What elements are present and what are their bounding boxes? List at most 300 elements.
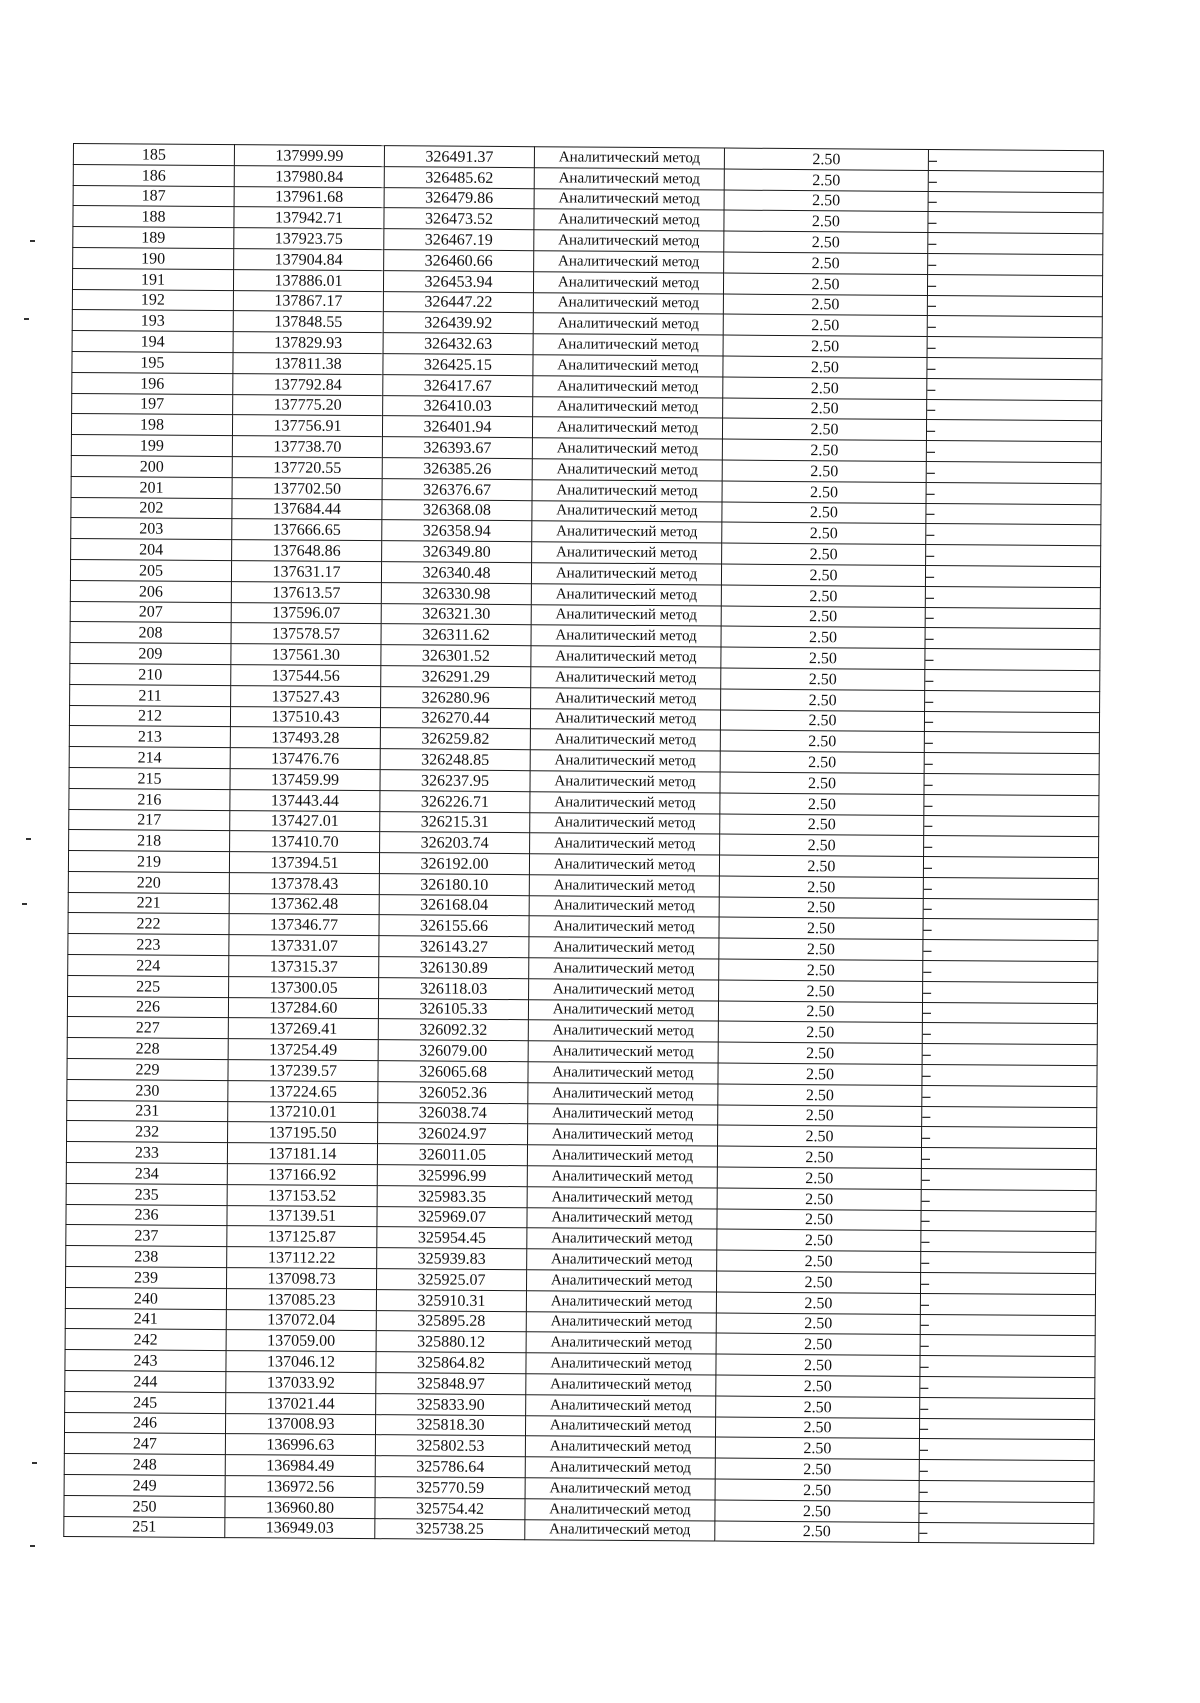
x-coordinate-cell: 136984.49	[225, 1455, 375, 1477]
method-cell: Аналитический метод	[532, 542, 722, 564]
note-cell: –	[923, 898, 1098, 920]
x-coordinate-cell: 137331.07	[229, 935, 379, 957]
method-cell: Аналитический метод	[531, 563, 721, 585]
x-coordinate-cell: 137702.50	[232, 477, 382, 499]
method-cell: Аналитический метод	[527, 1249, 717, 1271]
y-coordinate-cell: 325770.59	[375, 1477, 525, 1499]
point-number-cell: 232	[67, 1121, 228, 1143]
method-cell: Аналитический метод	[525, 1519, 715, 1541]
point-number-cell: 211	[70, 684, 231, 706]
point-number-cell: 228	[67, 1038, 228, 1060]
y-coordinate-cell: 325895.28	[376, 1310, 526, 1332]
accuracy-cell: 2.50	[717, 1209, 921, 1231]
x-coordinate-cell: 137720.55	[232, 457, 382, 479]
note-cell: –	[925, 607, 1100, 629]
point-number-cell: 187	[73, 185, 234, 207]
x-coordinate-cell: 137544.56	[231, 665, 381, 687]
note-cell: –	[923, 857, 1098, 879]
method-cell: Аналитический метод	[527, 1228, 717, 1250]
point-number-cell: 194	[72, 331, 233, 353]
y-coordinate-cell: 325954.45	[377, 1227, 527, 1249]
y-coordinate-cell: 326011.05	[377, 1144, 527, 1166]
accuracy-cell: 2.50	[719, 897, 923, 919]
x-coordinate-cell: 136949.03	[225, 1517, 375, 1539]
x-coordinate-cell: 137410.70	[230, 831, 380, 853]
note-cell: –	[927, 337, 1102, 359]
accuracy-cell: 2.50	[722, 460, 926, 482]
method-cell: Аналитический метод	[531, 583, 721, 605]
point-number-cell: 190	[73, 247, 234, 269]
y-coordinate-cell: 326215.31	[380, 811, 530, 833]
note-cell: –	[926, 545, 1101, 567]
accuracy-cell: 2.50	[718, 1021, 922, 1043]
accuracy-cell: 2.50	[715, 1458, 919, 1480]
method-cell: Аналитический метод	[525, 1415, 715, 1437]
x-coordinate-cell: 136972.56	[225, 1476, 375, 1498]
method-cell: Аналитический метод	[527, 1207, 717, 1229]
y-coordinate-cell: 326301.52	[381, 645, 531, 667]
y-coordinate-cell: 326192.00	[379, 853, 529, 875]
y-coordinate-cell: 325802.53	[375, 1435, 525, 1457]
x-coordinate-cell: 137829.93	[233, 332, 383, 354]
x-coordinate-cell: 137021.44	[226, 1392, 376, 1414]
point-number-cell: 233	[66, 1142, 227, 1164]
y-coordinate-cell: 325754.42	[375, 1497, 525, 1519]
accuracy-cell: 2.50	[721, 626, 925, 648]
point-number-cell: 246	[64, 1412, 225, 1434]
accuracy-cell: 2.50	[721, 585, 925, 607]
note-cell: –	[919, 1501, 1094, 1523]
x-coordinate-cell: 137561.30	[231, 644, 381, 666]
accuracy-cell: 2.50	[720, 751, 924, 773]
note-cell: –	[919, 1480, 1094, 1502]
x-coordinate-cell: 137300.05	[229, 976, 379, 998]
method-cell: Аналитический метод	[526, 1353, 716, 1375]
x-coordinate-cell: 137980.84	[234, 165, 384, 187]
y-coordinate-cell: 325983.35	[377, 1185, 527, 1207]
x-coordinate-cell: 137476.76	[230, 748, 380, 770]
note-cell: –	[925, 669, 1100, 691]
y-coordinate-cell: 326358.94	[382, 520, 532, 542]
point-number-cell: 213	[69, 726, 230, 748]
accuracy-cell: 2.50	[724, 252, 928, 274]
y-coordinate-cell: 326432.63	[383, 333, 533, 355]
note-cell: –	[920, 1335, 1095, 1357]
point-number-cell: 197	[72, 393, 233, 415]
y-coordinate-cell: 325910.31	[376, 1289, 526, 1311]
y-coordinate-cell: 325925.07	[377, 1269, 527, 1291]
x-coordinate-cell: 137775.20	[233, 394, 383, 416]
accuracy-cell: 2.50	[722, 439, 926, 461]
y-coordinate-cell: 326079.00	[378, 1040, 528, 1062]
accuracy-cell: 2.50	[717, 1250, 921, 1272]
accuracy-cell: 2.50	[723, 377, 927, 399]
x-coordinate-cell: 137648.86	[232, 540, 382, 562]
method-cell: Аналитический метод	[530, 833, 720, 855]
scan-speck	[24, 318, 29, 320]
x-coordinate-cell: 137346.77	[229, 914, 379, 936]
method-cell: Аналитический метод	[532, 500, 722, 522]
y-coordinate-cell: 326460.66	[384, 250, 534, 272]
x-coordinate-cell: 137942.71	[234, 207, 384, 229]
note-cell: –	[925, 565, 1100, 587]
note-cell: –	[923, 877, 1098, 899]
note-cell: –	[922, 1044, 1097, 1066]
point-number-cell: 210	[70, 663, 231, 685]
accuracy-cell: 2.50	[716, 1354, 920, 1376]
point-number-cell: 195	[72, 351, 233, 373]
x-coordinate-cell: 137886.01	[233, 269, 383, 291]
method-cell: Аналитический метод	[529, 937, 719, 959]
x-coordinate-cell: 137613.57	[231, 581, 381, 603]
accuracy-cell: 2.50	[723, 294, 927, 316]
y-coordinate-cell: 326330.98	[381, 582, 531, 604]
note-cell: –	[927, 295, 1102, 317]
x-coordinate-cell: 137867.17	[233, 290, 383, 312]
method-cell: Аналитический метод	[526, 1311, 716, 1333]
point-number-cell: 208	[70, 622, 231, 644]
y-coordinate-cell: 325939.83	[377, 1248, 527, 1270]
note-cell: –	[924, 773, 1099, 795]
x-coordinate-cell: 137125.87	[227, 1226, 377, 1248]
accuracy-cell: 2.50	[720, 710, 924, 732]
note-cell: –	[922, 1002, 1097, 1024]
accuracy-cell: 2.50	[720, 793, 924, 815]
method-cell: Аналитический метод	[533, 355, 723, 377]
note-cell: –	[924, 753, 1099, 775]
note-cell: –	[928, 212, 1103, 234]
method-cell: Аналитический метод	[531, 625, 721, 647]
x-coordinate-cell: 137098.73	[227, 1268, 377, 1290]
note-cell: –	[925, 649, 1100, 671]
method-cell: Аналитический метод	[529, 958, 719, 980]
x-coordinate-cell: 137112.22	[227, 1247, 377, 1269]
method-cell: Аналитический метод	[525, 1498, 715, 1520]
y-coordinate-cell: 326052.36	[378, 1082, 528, 1104]
method-cell: Аналитический метод	[533, 313, 723, 335]
y-coordinate-cell: 326105.33	[378, 998, 528, 1020]
x-coordinate-cell: 137072.04	[226, 1309, 376, 1331]
x-coordinate-cell: 137848.55	[233, 311, 383, 333]
point-number-cell: 222	[68, 913, 229, 935]
accuracy-cell: 2.50	[719, 959, 923, 981]
point-number-cell: 215	[69, 767, 230, 789]
method-cell: Аналитический метод	[530, 750, 720, 772]
coordinates-table-body	[64, 144, 1104, 1545]
accuracy-cell: 2.50	[722, 543, 926, 565]
y-coordinate-cell: 326368.08	[382, 499, 532, 521]
accuracy-cell: 2.50	[719, 918, 923, 940]
note-cell: –	[923, 919, 1098, 941]
point-number-cell: 206	[70, 580, 231, 602]
point-number-cell: 189	[73, 227, 234, 249]
note-cell: –	[928, 170, 1103, 192]
method-cell: Аналитический метод	[530, 791, 720, 813]
point-number-cell: 217	[69, 809, 230, 831]
x-coordinate-cell: 137666.65	[232, 519, 382, 541]
y-coordinate-cell: 326024.97	[378, 1123, 528, 1145]
y-coordinate-cell: 325818.30	[375, 1414, 525, 1436]
method-cell: Аналитический метод	[532, 521, 722, 543]
note-cell: –	[921, 1231, 1096, 1253]
note-cell: –	[926, 503, 1101, 525]
y-coordinate-cell: 325848.97	[376, 1373, 526, 1395]
point-number-cell: 244	[65, 1370, 226, 1392]
point-number-cell: 198	[71, 414, 232, 436]
x-coordinate-cell: 137493.28	[230, 727, 380, 749]
y-coordinate-cell: 325969.07	[377, 1206, 527, 1228]
x-coordinate-cell: 137254.49	[228, 1039, 378, 1061]
method-cell: Аналитический метод	[528, 1041, 718, 1063]
point-number-cell: 212	[69, 705, 230, 727]
y-coordinate-cell: 326092.32	[378, 1019, 528, 1041]
method-cell: Аналитический метод	[528, 1083, 718, 1105]
point-number-cell: 186	[73, 164, 234, 186]
method-cell: Аналитический метод	[527, 1145, 717, 1167]
x-coordinate-cell: 137792.84	[233, 373, 383, 395]
x-coordinate-cell: 137085.23	[226, 1288, 376, 1310]
accuracy-cell: 2.50	[718, 1084, 922, 1106]
accuracy-cell: 2.50	[719, 938, 923, 960]
point-number-cell: 230	[67, 1079, 228, 1101]
x-coordinate-cell: 137923.75	[234, 228, 384, 250]
y-coordinate-cell: 326143.27	[379, 936, 529, 958]
x-coordinate-cell: 137378.43	[229, 873, 379, 895]
point-number-cell: 250	[64, 1495, 225, 1517]
note-cell: –	[928, 233, 1103, 255]
note-cell: –	[926, 524, 1101, 546]
note-cell: –	[925, 690, 1100, 712]
point-number-cell: 219	[68, 851, 229, 873]
accuracy-cell: 2.50	[722, 502, 926, 524]
point-number-cell: 229	[67, 1059, 228, 1081]
x-coordinate-cell: 137394.51	[229, 852, 379, 874]
method-cell: Аналитический метод	[533, 272, 723, 294]
y-coordinate-cell: 326065.68	[378, 1061, 528, 1083]
point-number-cell: 202	[71, 497, 232, 519]
y-coordinate-cell: 325864.82	[376, 1352, 526, 1374]
method-cell: Аналитический метод	[534, 230, 724, 252]
accuracy-cell: 2.50	[715, 1417, 919, 1439]
note-cell: –	[920, 1272, 1095, 1294]
point-number-cell: 191	[72, 268, 233, 290]
x-coordinate-cell: 137527.43	[231, 685, 381, 707]
x-coordinate-cell: 137596.07	[231, 602, 381, 624]
method-cell: Аналитический метод	[527, 1187, 717, 1209]
y-coordinate-cell: 326410.03	[383, 395, 533, 417]
accuracy-cell: 2.50	[717, 1167, 921, 1189]
x-coordinate-cell: 137153.52	[227, 1184, 377, 1206]
x-coordinate-cell: 137315.37	[229, 956, 379, 978]
note-cell: –	[924, 711, 1099, 733]
accuracy-cell: 2.50	[722, 522, 926, 544]
accuracy-cell: 2.50	[720, 772, 924, 794]
point-number-cell: 227	[67, 1017, 228, 1039]
x-coordinate-cell: 137631.17	[231, 561, 381, 583]
point-number-cell: 234	[66, 1163, 227, 1185]
y-coordinate-cell: 326393.67	[382, 437, 532, 459]
point-number-cell: 218	[69, 830, 230, 852]
note-cell: –	[923, 981, 1098, 1003]
note-cell: –	[921, 1252, 1096, 1274]
point-number-cell: 201	[71, 476, 232, 498]
method-cell: Аналитический метод	[532, 417, 722, 439]
note-cell: –	[927, 316, 1102, 338]
y-coordinate-cell: 326270.44	[380, 707, 530, 729]
note-cell: –	[919, 1460, 1094, 1482]
accuracy-cell: 2.50	[722, 481, 926, 503]
x-coordinate-cell: 137239.57	[228, 1060, 378, 1082]
point-number-cell: 185	[73, 144, 234, 166]
method-cell: Аналитический метод	[531, 604, 721, 626]
method-cell: Аналитический метод	[530, 708, 720, 730]
x-coordinate-cell: 137459.99	[230, 769, 380, 791]
x-coordinate-cell: 137046.12	[226, 1351, 376, 1373]
accuracy-cell: 2.50	[720, 730, 924, 752]
y-coordinate-cell: 326321.30	[381, 603, 531, 625]
x-coordinate-cell: 137961.68	[234, 186, 384, 208]
y-coordinate-cell: 326467.19	[384, 229, 534, 251]
scan-speck	[22, 903, 27, 905]
scan-speck	[26, 838, 31, 840]
accuracy-cell: 2.50	[723, 398, 927, 420]
point-number-cell: 203	[71, 518, 232, 540]
y-coordinate-cell: 326130.89	[379, 957, 529, 979]
point-number-cell: 242	[65, 1329, 226, 1351]
note-cell: –	[927, 357, 1102, 379]
x-coordinate-cell: 137756.91	[232, 415, 382, 437]
accuracy-cell: 2.50	[721, 564, 925, 586]
scan-speck	[32, 1462, 37, 1464]
method-cell: Аналитический метод	[526, 1332, 716, 1354]
note-cell: –	[928, 149, 1103, 171]
accuracy-cell: 2.50	[719, 855, 923, 877]
accuracy-cell: 2.50	[716, 1313, 920, 1335]
method-cell: Аналитический метод	[533, 375, 723, 397]
coordinates-table-container	[63, 143, 1103, 1545]
x-coordinate-cell: 137811.38	[233, 353, 383, 375]
note-cell: –	[922, 1127, 1097, 1149]
accuracy-cell: 2.50	[716, 1292, 920, 1314]
accuracy-cell: 2.50	[715, 1479, 919, 1501]
x-coordinate-cell: 137033.92	[226, 1372, 376, 1394]
point-number-cell: 249	[64, 1474, 225, 1496]
note-cell: –	[925, 628, 1100, 650]
accuracy-cell: 2.50	[716, 1375, 920, 1397]
method-cell: Аналитический метод	[526, 1395, 716, 1417]
point-number-cell: 205	[70, 559, 231, 581]
note-cell: –	[919, 1418, 1094, 1440]
y-coordinate-cell: 326203.74	[380, 832, 530, 854]
method-cell: Аналитический метод	[534, 168, 724, 190]
x-coordinate-cell: 137362.48	[229, 893, 379, 915]
point-number-cell: 200	[71, 455, 232, 477]
accuracy-cell: 2.50	[715, 1437, 919, 1459]
note-cell: –	[924, 794, 1099, 816]
y-coordinate-cell: 326473.52	[384, 208, 534, 230]
point-number-cell: 235	[66, 1183, 227, 1205]
note-cell: –	[924, 836, 1099, 858]
accuracy-cell: 2.50	[723, 335, 927, 357]
note-cell: –	[924, 732, 1099, 754]
y-coordinate-cell: 326226.71	[380, 790, 530, 812]
point-number-cell: 247	[64, 1433, 225, 1455]
note-cell: –	[921, 1168, 1096, 1190]
accuracy-cell: 2.50	[721, 668, 925, 690]
accuracy-cell: 2.50	[719, 876, 923, 898]
method-cell: Аналитический метод	[531, 646, 721, 668]
method-cell: Аналитический метод	[532, 479, 722, 501]
y-coordinate-cell: 326155.66	[379, 915, 529, 937]
method-cell: Аналитический метод	[525, 1478, 715, 1500]
point-number-cell: 231	[67, 1100, 228, 1122]
note-cell: –	[926, 461, 1101, 483]
note-cell: –	[927, 274, 1102, 296]
note-cell: –	[924, 815, 1099, 837]
note-cell: –	[923, 940, 1098, 962]
method-cell: Аналитический метод	[534, 188, 724, 210]
point-number-cell: 236	[66, 1204, 227, 1226]
point-number-cell: 225	[68, 975, 229, 997]
x-coordinate-cell: 137008.93	[225, 1413, 375, 1435]
y-coordinate-cell: 326311.62	[381, 624, 531, 646]
method-cell: Аналитический метод	[528, 999, 718, 1021]
method-cell: Аналитический метод	[534, 209, 724, 231]
point-number-cell: 241	[65, 1308, 226, 1330]
accuracy-cell: 2.50	[721, 689, 925, 711]
x-coordinate-cell: 137510.43	[230, 706, 380, 728]
note-cell: –	[922, 1023, 1097, 1045]
method-cell: Аналитический метод	[532, 438, 722, 460]
accuracy-cell: 2.50	[724, 190, 928, 212]
accuracy-cell: 2.50	[721, 647, 925, 669]
point-number-cell: 192	[72, 289, 233, 311]
y-coordinate-cell: 326118.03	[379, 978, 529, 1000]
point-number-cell: 209	[70, 643, 231, 665]
note-cell: –	[928, 253, 1103, 275]
method-cell: Аналитический метод	[528, 1020, 718, 1042]
note-cell: –	[921, 1189, 1096, 1211]
scan-speck	[30, 240, 35, 242]
note-cell: –	[928, 191, 1103, 213]
note-cell: –	[923, 961, 1098, 983]
accuracy-cell: 2.50	[724, 210, 928, 232]
method-cell: Аналитический метод	[531, 687, 721, 709]
accuracy-cell: 2.50	[718, 1125, 922, 1147]
method-cell: Аналитический метод	[528, 1124, 718, 1146]
method-cell: Аналитический метод	[532, 459, 722, 481]
method-cell: Аналитический метод	[526, 1374, 716, 1396]
x-coordinate-cell: 137210.01	[228, 1101, 378, 1123]
coordinates-table	[63, 143, 1104, 1545]
point-number-cell: 224	[68, 955, 229, 977]
y-coordinate-cell: 326491.37	[384, 146, 534, 168]
accuracy-cell: 2.50	[724, 148, 928, 170]
method-cell: Аналитический метод	[529, 854, 719, 876]
method-cell: Аналитический метод	[530, 771, 720, 793]
method-cell: Аналитический метод	[533, 292, 723, 314]
point-number-cell: 196	[72, 372, 233, 394]
accuracy-cell: 2.50	[716, 1396, 920, 1418]
method-cell: Аналитический метод	[529, 916, 719, 938]
accuracy-cell: 2.50	[716, 1333, 920, 1355]
y-coordinate-cell: 326168.04	[379, 894, 529, 916]
accuracy-cell: 2.50	[718, 1105, 922, 1127]
y-coordinate-cell: 326425.15	[383, 354, 533, 376]
method-cell: Аналитический метод	[534, 251, 724, 273]
y-coordinate-cell: 325880.12	[376, 1331, 526, 1353]
point-number-cell: 207	[70, 601, 231, 623]
